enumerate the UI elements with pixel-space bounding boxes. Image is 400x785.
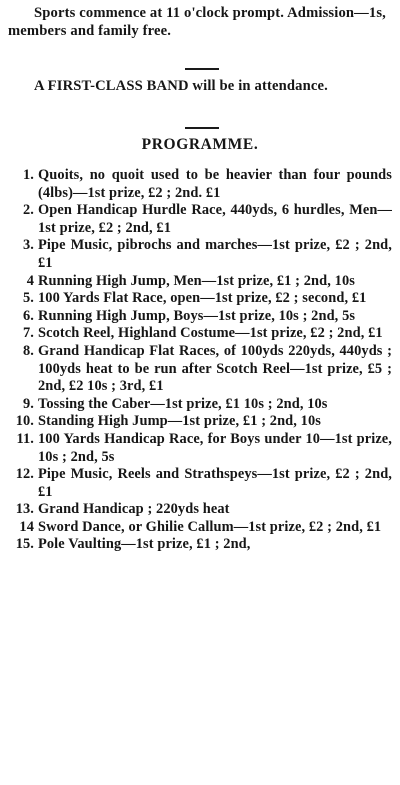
item-text: Running High Jump, Boys—1st prize, 10s ; 2nd, 5s <box>38 307 356 324</box>
programme-item <box>0 413 400 431</box>
item-number: 13. <box>15 501 34 518</box>
item-text: Pipe Music, pibrochs and marches—1st prize, £2 ; 2nd, £1 <box>38 237 392 271</box>
item-number: 4 <box>26 272 34 289</box>
admission-text: Admission—1s, members and family free. <box>8 5 386 39</box>
programme-item <box>0 325 400 343</box>
programme-item <box>0 431 400 466</box>
item-text: Running High Jump, Men—1st prize, £1 ; 2nd, 10s <box>38 272 355 289</box>
item-text: Open Handicap Hurdle Race, 440yds, 6 hurdles, Men—1st prize, £2 ; 2nd, £1 <box>38 202 392 236</box>
start-time-text: Sports commence at 11 o'clock prompt. <box>34 5 285 21</box>
short-rule-2 <box>185 127 219 129</box>
item-text: Scotch Reel, Highland Costume—1st prize, £2 ; 2nd, £1 <box>38 325 383 342</box>
item-text: Pole Vaulting—1st prize, £1 ; 2nd, <box>38 536 251 553</box>
programme-item <box>0 343 400 396</box>
item-number: 5. <box>23 290 34 307</box>
programme-item <box>0 519 400 537</box>
item-text: Sword Dance, or Ghilie Callum—1st prize, £2 ; 2nd, £1 <box>38 518 382 535</box>
item-number: 12. <box>15 466 34 483</box>
item-number: 14 <box>19 518 34 535</box>
intro-text <box>8 5 396 40</box>
item-text: 100 Yards Flat Race, open—1st prize, £2 ; second, £1 <box>38 290 367 307</box>
programme-item <box>0 290 400 308</box>
programme-item <box>0 396 400 414</box>
programme-item <box>0 466 400 501</box>
item-number: 7. <box>23 325 34 342</box>
item-number: 6. <box>23 307 34 324</box>
item-number: 15. <box>15 536 34 553</box>
item-number: 11. <box>16 430 34 447</box>
item-number: 3. <box>23 237 34 254</box>
programme-item <box>0 308 400 326</box>
short-rule-1 <box>185 68 219 70</box>
item-number: 1. <box>23 167 34 183</box>
item-text: Pipe Music, Reels and Strathspeys—1st prize, £2 ; 2nd, £1 <box>38 466 392 500</box>
intro-block <box>8 5 396 40</box>
programme-heading: PROGRAMME. <box>141 136 259 153</box>
item-text: Grand Handicap ; 220yds heat <box>38 501 230 518</box>
item-text: Quoits, no quoit used to be heavier than four pounds (4lbs)—1st prize, £2 ; 2nd. £1 <box>38 167 392 201</box>
programme-item <box>0 237 400 272</box>
programme-item <box>0 202 400 237</box>
programme-list <box>0 167 400 554</box>
programme-item <box>0 501 400 519</box>
item-number: 9. <box>23 395 34 412</box>
programme-item <box>0 273 400 291</box>
item-text: 100 Yards Handicap Race, for Boys under 10—1st prize, 10s ; 2nd, 5s <box>38 430 392 465</box>
band-notice: A FIRST-CLASS BAND will be in attendance. <box>34 78 328 94</box>
item-number: 8. <box>23 342 34 359</box>
programme-item <box>0 536 400 554</box>
item-text: Tossing the Caber—1st prize, £1 10s ; 2nd, 10s <box>38 395 328 412</box>
item-number: 10. <box>15 413 34 430</box>
item-text: Grand Handicap Flat Races, of 100yds 220yds, 440yds ; 100yds heat to be run after Scotch Reel—1st prize, £5 ; 2nd, £2 10s ; 3rd, £1 <box>38 342 392 395</box>
programme-item <box>0 167 400 202</box>
item-number: 2. <box>23 202 34 219</box>
item-text: Standing High Jump—1st prize, £1 ; 2nd, 10s <box>38 413 321 430</box>
band-block <box>8 78 396 96</box>
